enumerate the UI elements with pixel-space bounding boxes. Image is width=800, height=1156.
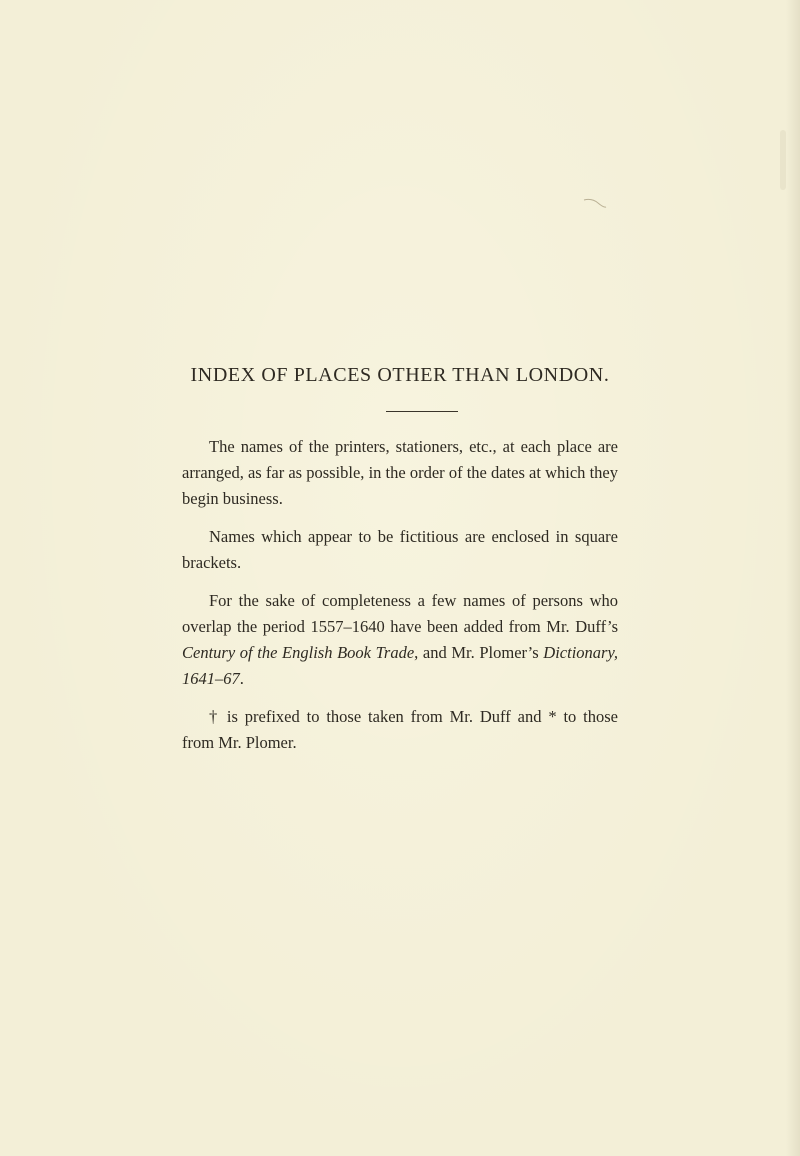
pencil-mark-icon bbox=[582, 196, 608, 210]
title-divider bbox=[386, 411, 458, 412]
paragraph-ordering-text: The names of the printers, stationers, etc., at each place are arranged, as far as possible, in the order of the dates at which they begin business. bbox=[182, 437, 618, 508]
paragraph-completeness-text-2: , and Mr. Plomer’s bbox=[414, 643, 544, 662]
paragraph-completeness bbox=[182, 588, 618, 692]
paragraph-fictitious-text: Names which appear to be fictitious are enclosed in square brackets. bbox=[182, 527, 618, 572]
paragraph-fictitious bbox=[182, 524, 618, 576]
paper-stain bbox=[780, 130, 786, 190]
paragraph-completeness-text: For the sake of completeness a few names of persons who overlap the period 1557–1640 have been added from Mr. Duff’s bbox=[182, 591, 618, 636]
paragraph-symbols-text: † is prefixed to those taken from Mr. Duff and * to those from Mr. Plomer. bbox=[182, 707, 618, 752]
paragraph-symbols bbox=[182, 704, 618, 756]
page-title: INDEX OF PLACES OTHER THAN LONDON. bbox=[190, 364, 610, 386]
plomer-book-title: Dictionary, 1641–67 bbox=[182, 643, 618, 688]
page-edge-shadow bbox=[786, 0, 800, 1156]
paragraph-ordering bbox=[182, 434, 618, 512]
intro-text bbox=[182, 434, 618, 768]
duff-book-title: Century of the English Book Trade bbox=[182, 643, 415, 662]
paragraph-completeness-end: . bbox=[239, 669, 244, 688]
